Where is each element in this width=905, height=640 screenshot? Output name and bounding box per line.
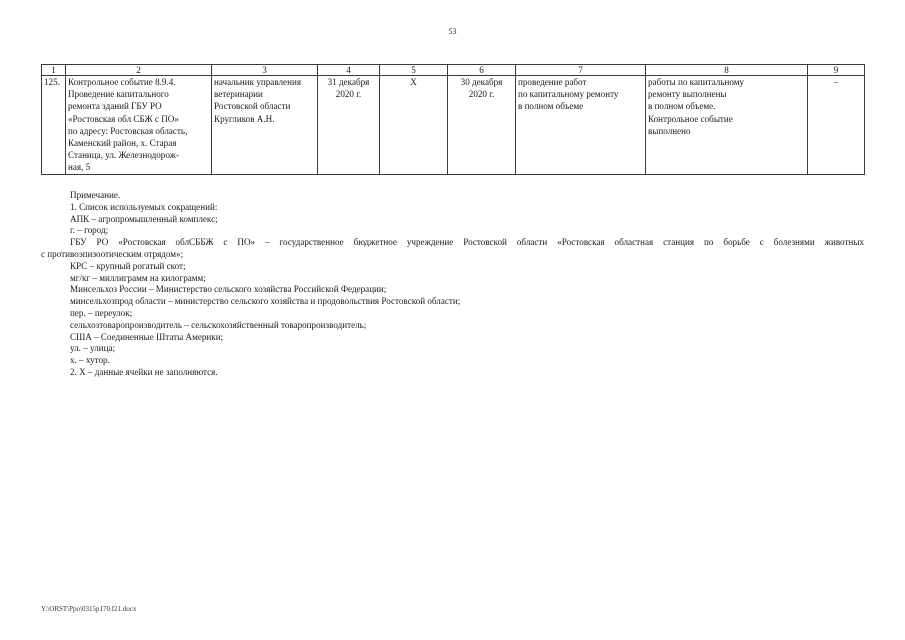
table-header-row [42, 65, 865, 76]
abbreviation-selhoz: сельхозтоваропроизводитель – сельскохозяйственный товаропроизводитель; [70, 319, 367, 330]
actual-date [448, 76, 516, 175]
column-header-6: 6 [448, 65, 516, 76]
actual-result [646, 76, 808, 175]
notes-item-1: 1. Список используемых сокращений: [70, 201, 218, 212]
planned-date [318, 76, 380, 175]
actual-result-line: в полном объеме. [648, 101, 716, 112]
event-description-line: «Ростовская обл СБЖ с ПО» [68, 113, 179, 124]
column-header-2: 2 [66, 65, 212, 76]
column-header-7: 7 [516, 65, 646, 76]
column-header-9: 9 [808, 65, 865, 76]
event-description-line: по адресу: Ростовская область, [68, 125, 188, 136]
column-header-5: 5 [380, 65, 448, 76]
actual-date-line: 30 декабря [460, 77, 503, 87]
abbreviation-gbu-continued: с противоэпизоотическим отрядом»; [41, 248, 184, 259]
actual-date-line: 2020 г. [468, 89, 495, 100]
abbreviation-gbu: ГБУ РО «Ростовская облСББЖ с ПО» – государственное бюджетное учреждение Ростовской области «Ростовская областная станция по борьбе с болезнями животных [70, 237, 864, 248]
abbreviation-ul: ул. – улица; [70, 343, 116, 354]
notes-item-2: 2. Х – данные ячейки не заполняются. [70, 366, 218, 377]
column-header-3: 3 [212, 65, 318, 76]
page-number: 53 [448, 27, 457, 36]
planned-result-line: по капитальному ремонту [518, 89, 619, 100]
actual-result-line: ремонту выполнены [648, 89, 727, 100]
notes-section [41, 190, 864, 379]
column-header-1: 1 [42, 65, 66, 76]
responsible-line: Ростовской области [214, 101, 291, 112]
planned-date-line: 2020 г. [335, 89, 362, 100]
abbreviation-h: х. – хутор. [70, 355, 110, 366]
event-description-line: Контрольное событие 8.9.4. [68, 77, 176, 87]
abbreviation-apk: АПК – агропромышленный комплекс; [70, 213, 218, 224]
responsible-line: начальник управления [214, 77, 301, 87]
abbreviation-per: пер. – переулок; [70, 307, 133, 318]
event-description [66, 76, 212, 175]
event-description-line: ная, 5 [68, 162, 91, 173]
abbreviation-krs: КРС – крупный рогатый скот; [70, 260, 186, 271]
event-description-line: Каменский район, х. Старая [68, 138, 177, 149]
actual-result-line: работы по капитальному [648, 77, 745, 87]
responsible-person [212, 76, 318, 175]
responsible-line: ветеринарии [214, 89, 263, 100]
event-description-line: Станица, ул. Железнодорож- [68, 150, 179, 161]
planned-result-line: в полном объеме [518, 101, 584, 112]
actual-result-line: Контрольное событие [648, 113, 733, 124]
footer-file-path: Y:\ORST\Ppo\0315p170.f21.docx [41, 605, 137, 613]
reason-cell: – [808, 76, 865, 175]
column-header-8: 8 [646, 65, 808, 76]
abbreviation-minselhoz-rf: Минсельхоз России – Министерство сельского хозяйства Российской Федерации; [70, 284, 387, 295]
actual-result-line: выполнено [648, 125, 691, 136]
planned-result-line: проведение работ [518, 77, 587, 87]
abbreviation-mgkg: мг/кг – миллиграмм на килограмм; [70, 272, 206, 283]
not-filled-cell: Х [380, 76, 448, 175]
notes-title: Примечание. [70, 190, 121, 200]
planned-date-line: 31 декабря [327, 77, 370, 87]
column-header-4: 4 [318, 65, 380, 76]
event-description-line: Проведение капитального [68, 89, 169, 100]
responsible-line: Кругликов А.Н. [214, 113, 275, 124]
plan-table [41, 64, 865, 175]
table-row [42, 76, 865, 175]
event-description-line: ремонта зданий ГБУ РО [68, 101, 162, 112]
abbreviation-minselhozprod: минсельхозпрод области – министерство сельского хозяйства и продовольствия Ростовской области; [70, 296, 461, 307]
planned-result [516, 76, 646, 175]
abbreviation-usa: США – Соединенные Штаты Америки; [70, 331, 224, 342]
abbreviation-g: г. – город; [70, 225, 109, 236]
row-number: 125. [42, 76, 66, 175]
